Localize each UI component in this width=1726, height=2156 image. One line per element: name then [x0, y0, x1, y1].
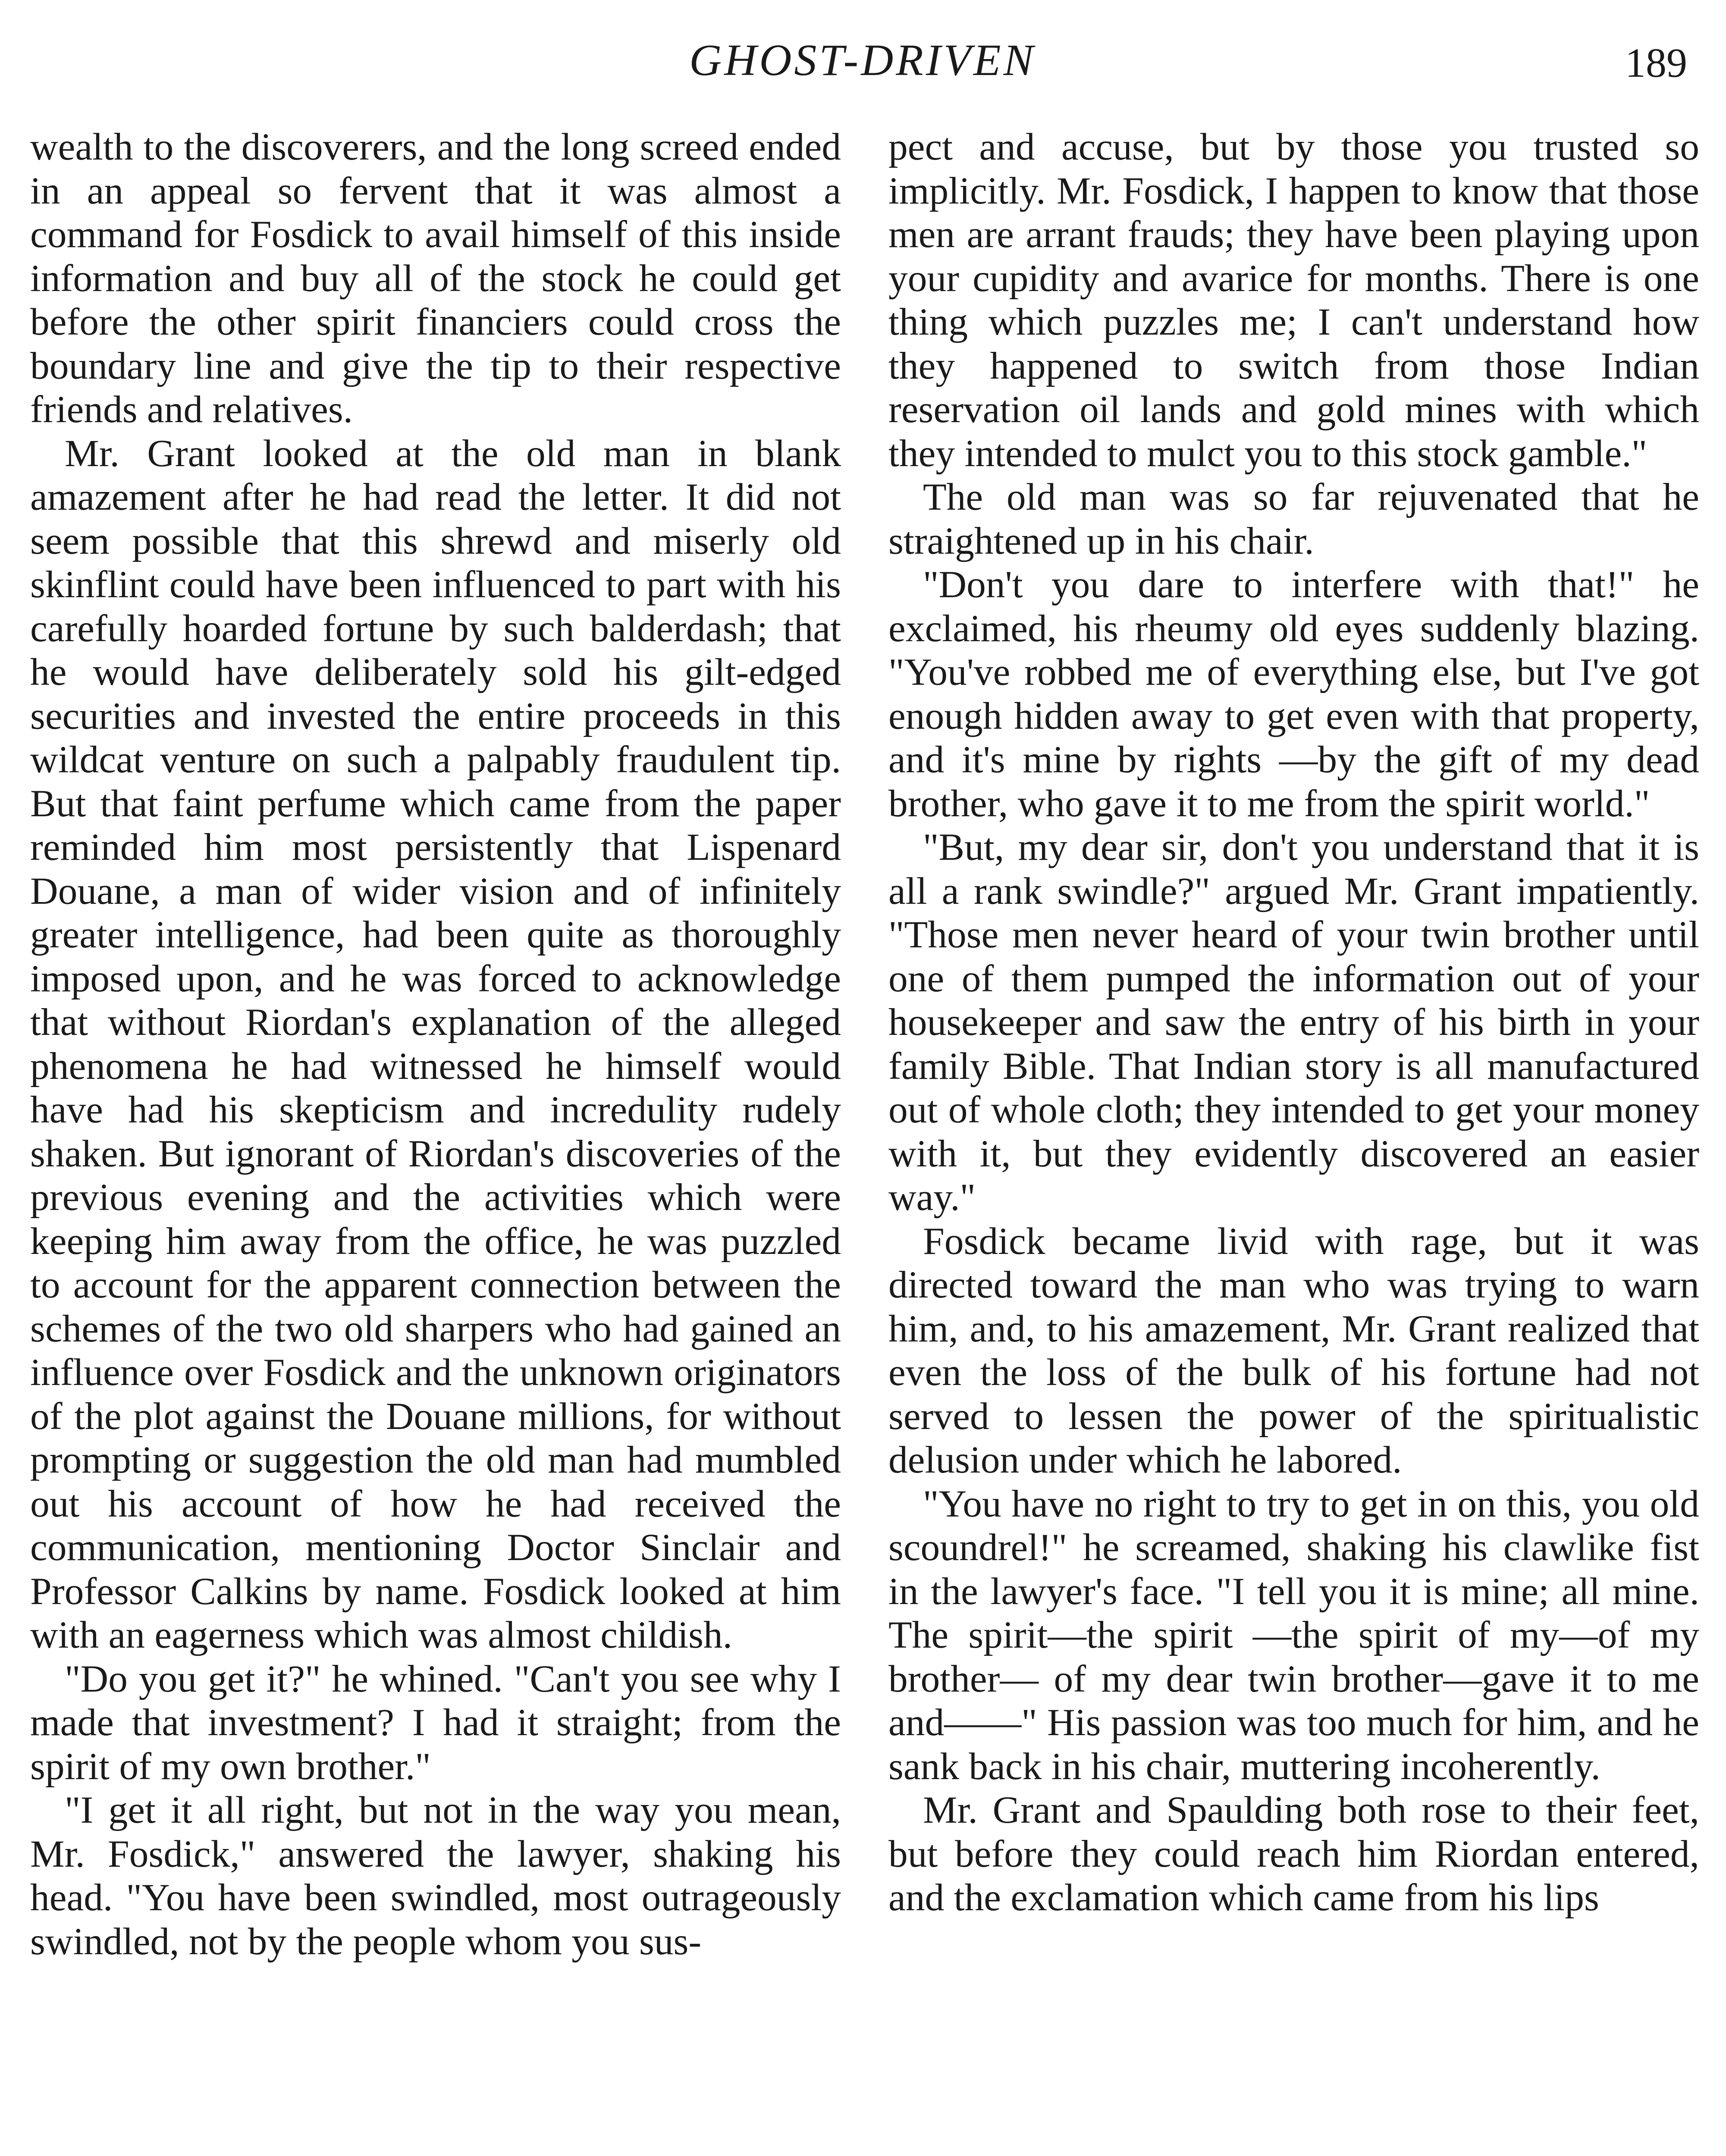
running-title: GHOST-DRIVEN	[689, 35, 1036, 85]
paragraph: Fosdick became livid with rage, but it was directed toward the man who was trying to warn him, and, to his amazement, Mr. Grant realized that even the loss of the bulk of his fortune had not served to lessen the power of the spiritualistic delusion under which he labored.	[888, 1219, 1699, 1481]
paragraph: "I get it all right, but not in the way you mean, Mr. Fosdick," answered the lawyer, shaking his head. "You have been swindled, most outrageously swindled, not by the people whom you sus-	[30, 1789, 841, 1963]
page-header	[0, 26, 1726, 99]
paragraph: "But, my dear sir, don't you understand that it is all a rank swindle?" argued Mr. Grant impatiently. "Those men never heard of your twin brother until one of them pumped the information out of your housekeeper and saw the entry of his birth in your family Bible. That Indian story is all manufactured out of whole cloth; they intended to get your money with it, but they evidently discovered an easier way."	[888, 826, 1699, 1219]
paragraph: The old man was so far rejuvenated that he straightened up in his chair.	[888, 476, 1699, 562]
paragraph: pect and accuse, but by those you trusted so implicitly. Mr. Fosdick, I happen to know that those men are arrant frauds; they have been playing upon your cupidity and avarice for months. There is one thing which puzzles me; I can't understand how they happened to switch from those Indian reservation oil lands and gold mines with which they intended to mulct you to this stock gamble."	[888, 125, 1699, 475]
page-number: 189	[1625, 40, 1687, 86]
left-column	[30, 125, 841, 1963]
paragraph: Mr. Grant looked at the old man in blank amazement after he had read the letter. It did not seem possible that this shrewd and miserly old skinflint could have been influenced to part with his carefully hoarded fortune by such balderdash; that he would have deliberately sold his gilt-edged securities and invested the entire proceeds in this wildcat venture on such a palpably fraudulent tip. But that faint perfume which came from the paper reminded him most persistently that Lispenard Douane, a man of wider vision and of infinitely greater intelligence, had been quite as thoroughly imposed upon, and he was forced to acknowledge that without Riordan's explanation of the alleged phenomena he had witnessed he himself would have had his skepticism and incredulity rudely shaken. But ignorant of Riordan's discoveries of the previous evening and the activities which were keeping him away from the office, he was puzzled to account for the apparent connection between the schemes of the two old sharpers who had gained an influence over Fosdick and the unknown originators of the plot against the Douane millions, for without prompting or suggestion the old man had mumbled out his account of how he had received the communication, mentioning Doctor Sinclair and Professor Calkins by name. Fosdick looked at him with an eagerness which was almost childish.	[30, 432, 841, 1656]
paragraph: "Do you get it?" he whined. "Can't you see why I made that investment? I had it straight; from the spirit of my own brother."	[30, 1657, 841, 1788]
paragraph: Mr. Grant and Spaulding both rose to their feet, but before they could reach him Riordan entered, and the exclamation which came from his lips	[888, 1789, 1699, 1919]
paragraph: "You have no right to try to get in on this, you old scoundrel!" he screamed, shaking his clawlike fist in the lawyer's face. "I tell you it is mine; all mine. The spirit—the spirit —the spirit of my—of my brother— of my dear twin brother—gave it to me and——" His passion was too much for him, and he sank back in his chair, muttering incoherently.	[888, 1482, 1699, 1788]
paragraph: "Don't you dare to interfere with that!" he exclaimed, his rheumy old eyes suddenly blazing. "You've robbed me of everything else, but I've got enough hidden away to get even with that property, and it's mine by rights —by the gift of my dead brother, who gave it to me from the spirit world."	[888, 563, 1699, 825]
right-column	[888, 125, 1699, 1920]
paragraph: wealth to the discoverers, and the long screed ended in an appeal so fervent that it was almost a command for Fosdick to avail himself of this inside information and buy all of the stock he could get before the other spirit financiers could cross the boundary line and give the tip to their respective friends and relatives.	[30, 125, 841, 431]
